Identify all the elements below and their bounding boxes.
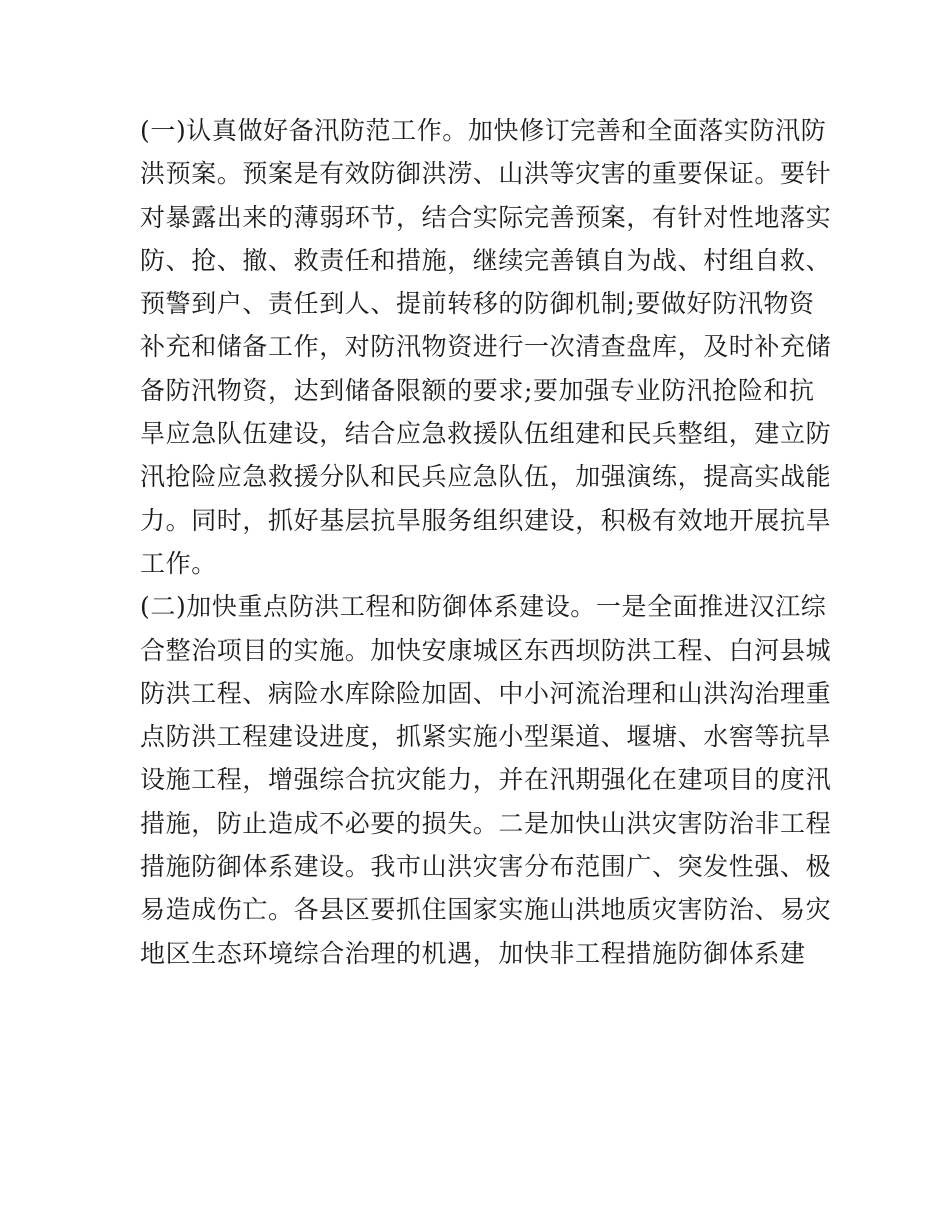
text-line: 备防汛物资，达到储备限额的要求;要加强专业防汛抢险和抗	[140, 375, 815, 405]
text-line: 措施，防止造成不必要的损失。二是加快山洪灾害防治非工程	[140, 808, 832, 838]
text-line: 补充和储备工作，对防汛物资进行一次清查盘库，及时补充储	[140, 332, 832, 362]
text-line: 合整治项目的实施。加快安康城区东西坝防洪工程、白河县城	[140, 635, 832, 665]
text-line: 防、抢、撤、救责任和措施，继续完善镇自为战、村组自救、	[140, 245, 832, 275]
text-line: 工作。	[140, 548, 217, 578]
text-line: 措施防御体系建设。我市山洪灾害分布范围广、突发性强、极	[140, 852, 832, 882]
text-line: 旱应急队伍建设，结合应急救援队伍组建和民兵整组，建立防	[140, 419, 832, 449]
text-line: 对暴露出来的薄弱环节，结合实际完善预案，有针对性地落实	[140, 202, 832, 232]
text-line: 设施工程，增强综合抗灾能力，并在汛期强化在建项目的度汛	[140, 765, 832, 795]
text-line: 力。同时，抓好基层抗旱服务组织建设，积极有效地开展抗旱	[140, 505, 832, 535]
text-line: 易造成伤亡。各县区要抓住国家实施山洪地质灾害防治、易灾	[140, 895, 832, 925]
text-line: 汛抢险应急救援分队和民兵应急队伍，加强演练，提高实战能	[140, 462, 832, 492]
text-line: 防洪工程、病险水库除险加固、中小河流治理和山洪沟治理重	[140, 678, 832, 708]
text-line: (一)认真做好备汛防范工作。加快修订完善和全面落实防汛防	[140, 116, 827, 145]
text-line: 预警到户、责任到人、提前转移的防御机制;要做好防汛物资	[140, 289, 815, 319]
text-line: (二)加快重点防洪工程和防御体系建设。一是全面推进汉江综	[140, 592, 827, 622]
document-body	[140, 109, 832, 975]
text-line: 点防洪工程建设进度，抓紧实施小型渠道、堰塘、水窖等抗旱	[140, 722, 832, 752]
text-line: 地区生态环境综合治理的机遇，加快非工程措施防御体系建	[140, 938, 806, 968]
text-line: 洪预案。预案是有效防御洪涝、山洪等灾害的重要保证。要针	[140, 159, 832, 189]
